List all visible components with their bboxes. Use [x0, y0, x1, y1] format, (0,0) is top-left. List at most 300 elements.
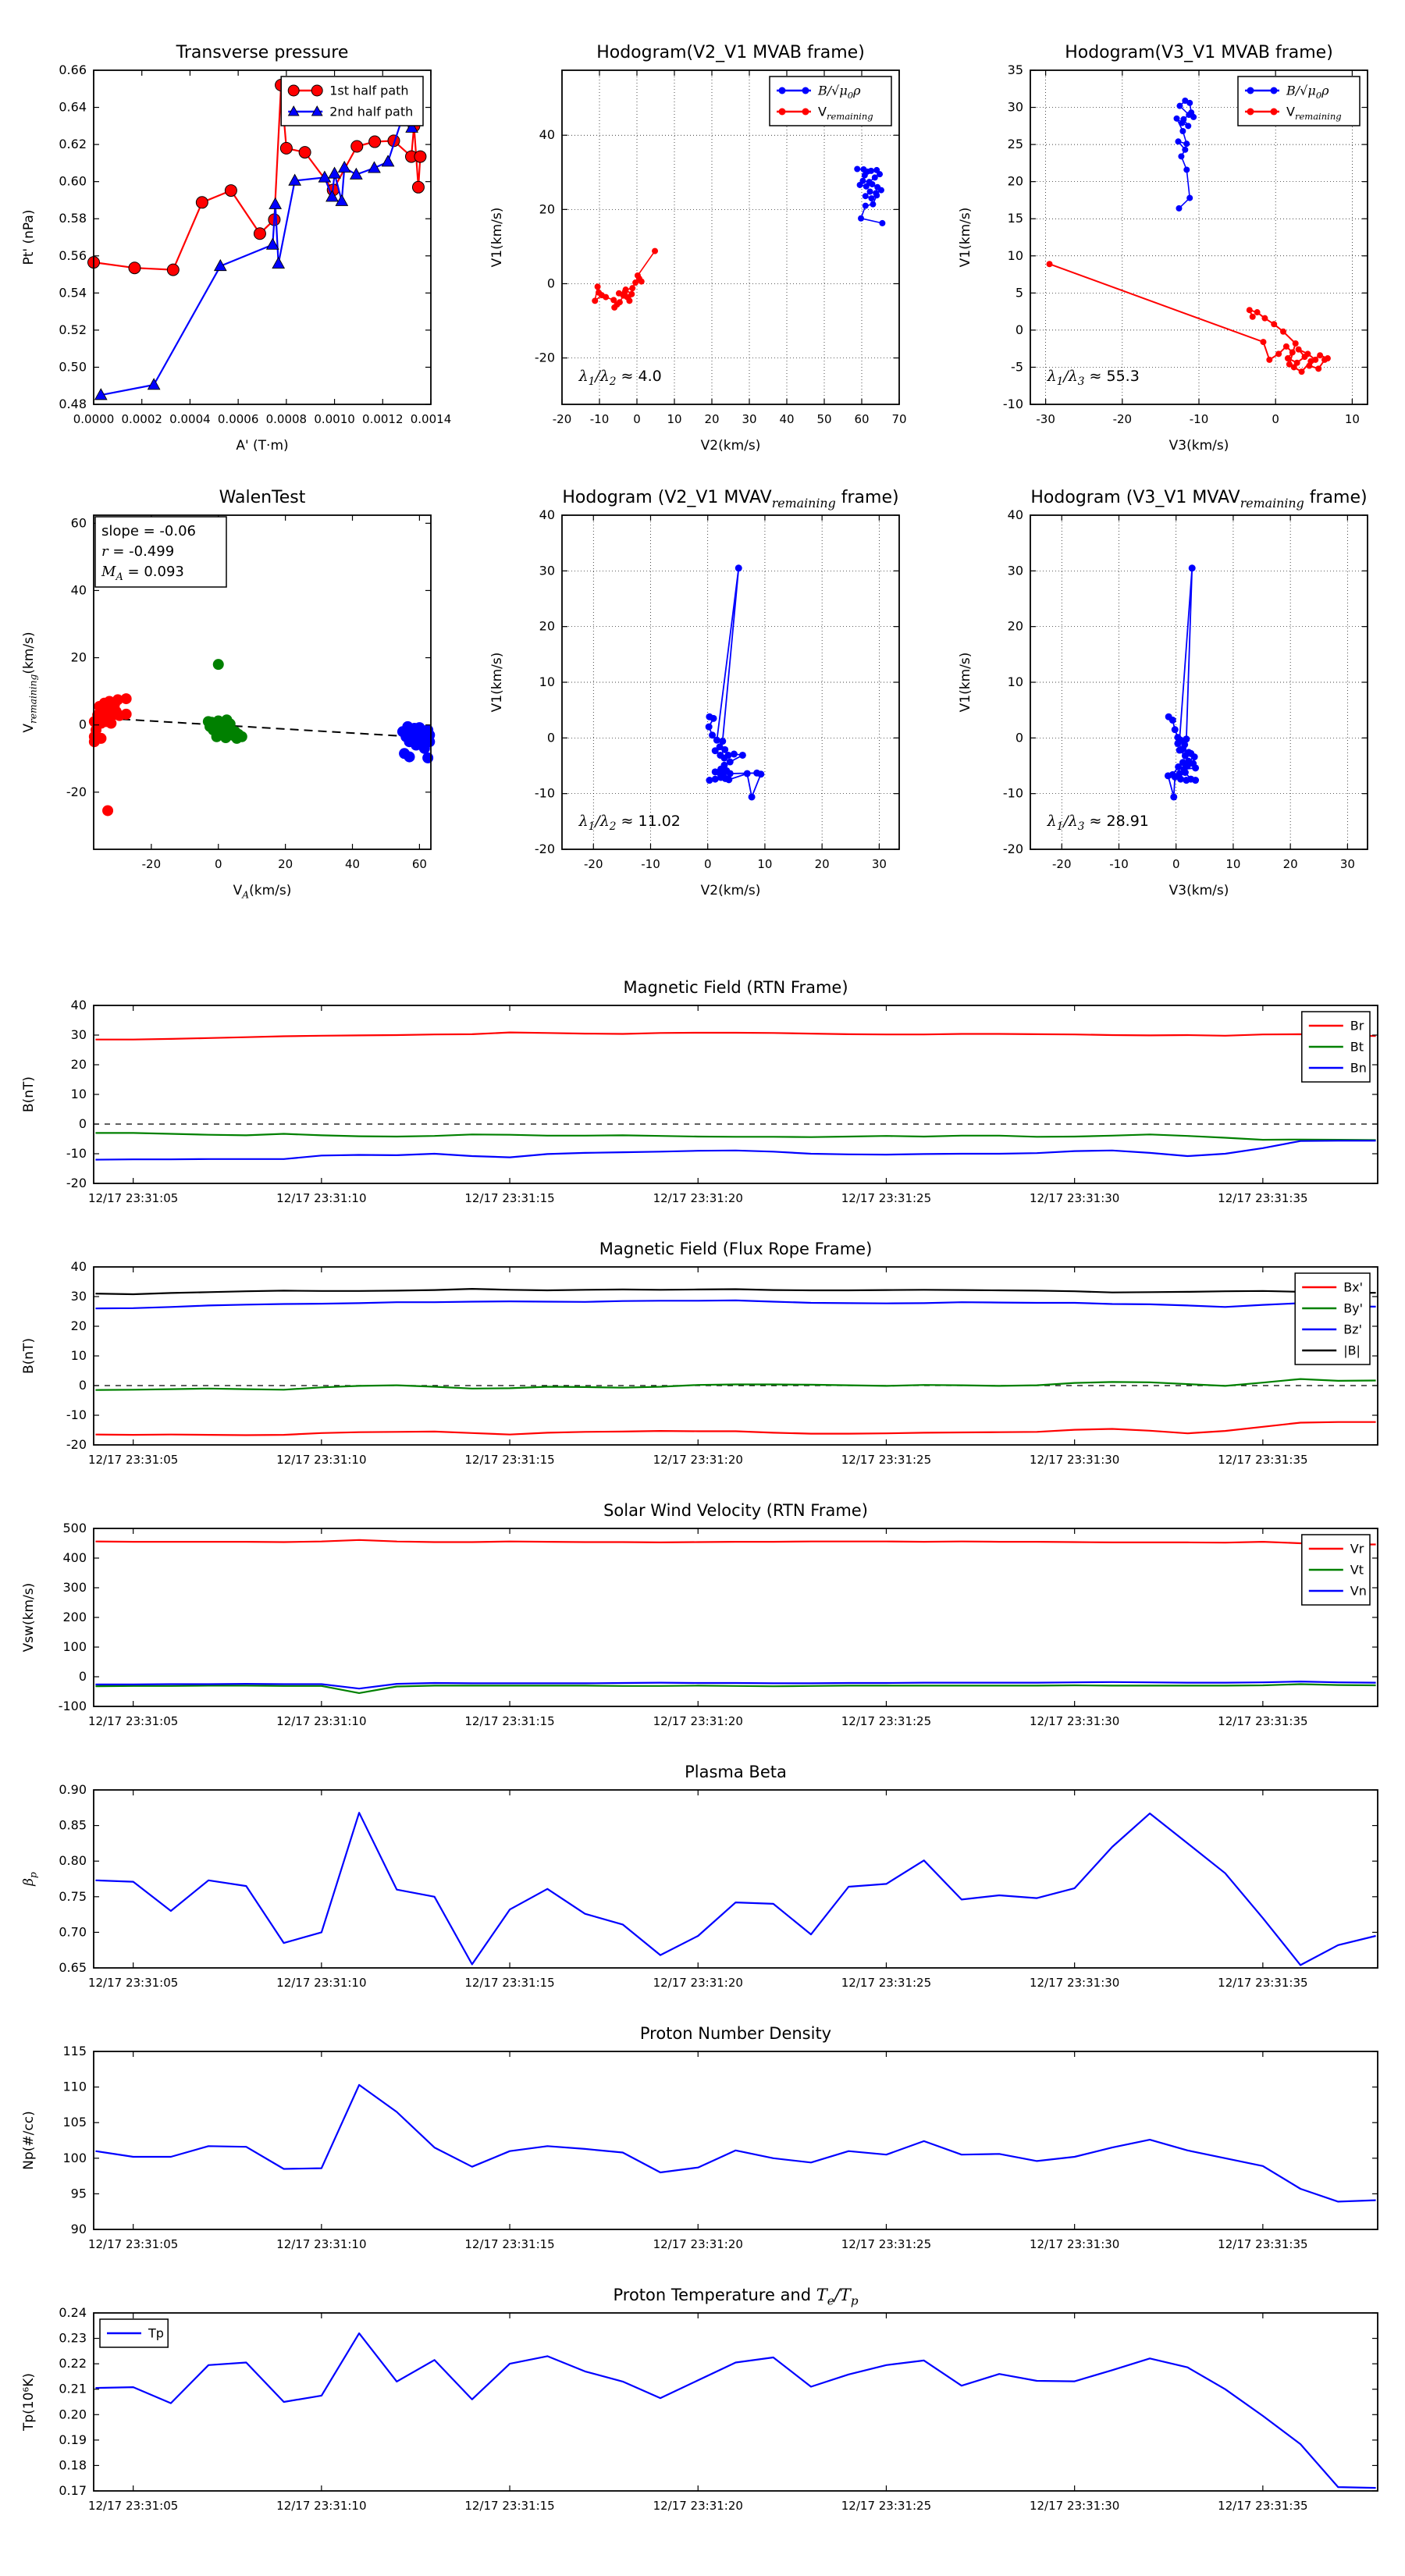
text-segment: 1 [1056, 375, 1064, 389]
y-tick-label [59, 2457, 87, 2472]
x-tick-label [841, 1453, 931, 1467]
dot-marker [867, 189, 873, 195]
text-segment: Bz' [1343, 1322, 1362, 1337]
chart-hodogram-v3v1-mvab [937, 20, 1405, 464]
dot-marker [424, 730, 435, 741]
y-tick-label [1008, 563, 1023, 578]
text-segment: 0.90 [59, 1782, 87, 1797]
text-segment: -20 [534, 841, 555, 856]
dot-marker [878, 187, 884, 194]
dot-marker [706, 724, 713, 731]
y-tick-label [59, 322, 87, 337]
dot-marker [1289, 349, 1296, 355]
text-segment: V1(km/s) [489, 652, 505, 713]
text-segment: 0.0012 [362, 412, 404, 426]
chart-hodogram-v3v1-mvav [937, 464, 1405, 909]
x-tick-label [1218, 1976, 1307, 1990]
circle-marker [254, 228, 265, 240]
text-segment: 30 [1007, 99, 1023, 115]
y-axis-label [489, 653, 505, 713]
dot-marker [1182, 147, 1188, 153]
text-segment: -10 [66, 1146, 87, 1161]
text-segment: V [818, 104, 827, 119]
text-segment: Vn [1350, 1583, 1367, 1599]
text-segment: 0.66 [59, 62, 87, 77]
text-segment: 0.60 [59, 173, 87, 189]
x-tick-label [553, 412, 572, 426]
dot-marker [617, 299, 623, 305]
circle-marker [351, 141, 363, 152]
text-segment: -10 [66, 1407, 87, 1422]
x-tick-label [345, 857, 360, 871]
text-segment: 12/17 23:31:35 [1218, 2237, 1308, 2251]
x-tick-label [1272, 412, 1279, 426]
text-segment: -20 [1112, 412, 1133, 426]
text-segment: 30 [70, 1289, 87, 1304]
chart-canvas-proton_temp [0, 2266, 1405, 2528]
text-segment: 0 [633, 412, 641, 426]
y-tick-label [71, 1318, 87, 1333]
dot-marker [592, 297, 598, 304]
text-segment: B(nT) [21, 1337, 37, 1375]
text-segment: 12/17 23:31:15 [464, 1714, 555, 1728]
text-segment: -20 [584, 857, 603, 871]
text-segment: 10 [667, 412, 682, 426]
y-tick-label [62, 1521, 87, 1535]
chart-canvas-hodogram_v3v1_mvab [937, 20, 1405, 461]
text-segment: Hodogram (V2_V1 MVAV [562, 488, 772, 507]
dot-marker [863, 203, 869, 209]
text-segment: 500 [62, 1521, 87, 1535]
chart-plasma-beta [0, 1743, 1405, 2008]
y-tick-label [71, 998, 87, 1012]
y-tick-label [1008, 174, 1023, 189]
x-tick-label [464, 1191, 554, 1205]
chart-solar-wind-velocity [0, 1482, 1405, 1746]
text-segment: Hodogram(V3_V1 MVAB frame) [1065, 43, 1333, 62]
text-segment: 70 [891, 412, 907, 426]
dot-marker [1183, 166, 1190, 173]
text-segment: 12/17 23:31:05 [87, 1191, 179, 1205]
x-tick-label [872, 857, 887, 871]
text-segment: Hodogram(V2_V1 MVAB frame) [596, 43, 865, 62]
x-tick-label [88, 2499, 178, 2513]
x-tick-label [667, 412, 681, 426]
x-tick-label [1218, 2499, 1307, 2513]
dot-marker [1186, 195, 1193, 201]
plot-area [94, 1790, 1378, 1968]
text-segment: 30 [742, 412, 757, 426]
circle-marker [129, 262, 140, 274]
text-segment: 0.17 [59, 2483, 87, 2498]
text-segment: 12/17 23:31:35 [1218, 2499, 1308, 2513]
text-segment: 10 [757, 857, 773, 871]
text-segment: 12/17 23:31:25 [841, 1191, 932, 1205]
info-box-line [101, 523, 196, 539]
text-segment: 3 [1077, 820, 1085, 834]
text-segment: 0 [1272, 412, 1279, 426]
dot-marker [712, 768, 719, 775]
x-tick-label [464, 1976, 554, 1990]
dot-marker [404, 752, 415, 763]
y-tick-label [1003, 786, 1023, 801]
dot-marker [595, 283, 601, 290]
text-segment: 0 [546, 730, 555, 745]
text-segment: 10 [1007, 247, 1023, 263]
text-segment: 10 [539, 674, 555, 689]
text-segment: λ [1047, 368, 1057, 386]
text-segment: By' [1343, 1300, 1364, 1316]
x-tick-label [276, 2499, 366, 2513]
text-segment: 12/17 23:31:05 [87, 2237, 179, 2251]
text-segment: -20 [141, 857, 162, 871]
dot-marker [1261, 315, 1268, 322]
dot-marker [1254, 309, 1261, 315]
text-segment: 1st half path [329, 83, 409, 98]
text-segment: 20 [70, 1057, 87, 1072]
text-segment: 0.0002 [121, 412, 162, 426]
text-segment: Pt' (nPa) [21, 209, 37, 265]
text-segment: 25 [1007, 137, 1023, 152]
text-segment: -10 [641, 857, 660, 871]
dot-marker [1183, 141, 1190, 147]
text-segment: 3 [1077, 375, 1085, 389]
text-segment: 0.58 [59, 211, 87, 226]
text-segment: slope = -0.06 [101, 523, 196, 539]
text-segment: -20 [552, 412, 572, 426]
x-tick-label [362, 412, 404, 426]
y-tick-label [535, 786, 555, 801]
dot-marker [623, 286, 629, 293]
y-tick-label [62, 1580, 87, 1595]
x-tick-label [653, 1976, 743, 1990]
text-segment: Tp [148, 2325, 164, 2341]
y-axis-label [21, 2111, 37, 2169]
x-tick-label [1030, 1191, 1119, 1205]
y-tick-label [59, 2407, 87, 2421]
x-tick-label [1225, 857, 1240, 871]
x-axis-label [701, 438, 761, 454]
y-tick-label [1003, 841, 1023, 856]
x-tick-label [841, 2499, 931, 2513]
dot-marker [872, 174, 878, 180]
text-segment: 12/17 23:31:25 [841, 1453, 932, 1467]
text-segment: 10 [70, 1348, 87, 1363]
dot-marker [1176, 103, 1183, 109]
y-tick-label [66, 1146, 87, 1161]
text-segment: V [1286, 104, 1295, 119]
text-segment: 40 [70, 582, 87, 598]
x-tick-label [841, 1714, 931, 1728]
dot-marker [1307, 358, 1314, 365]
legend-label [1350, 1542, 1364, 1557]
dot-marker [1247, 87, 1254, 94]
x-tick-label [584, 857, 603, 871]
dot-marker [1189, 564, 1196, 571]
dot-marker [1174, 740, 1181, 747]
text-segment: 2nd half path [329, 104, 414, 119]
dot-marker [1296, 347, 1302, 353]
dot-marker [638, 279, 645, 285]
dot-marker [1186, 100, 1193, 106]
y-tick-label [59, 248, 87, 263]
text-segment: B/√μ [818, 83, 848, 98]
x-tick-label [276, 1191, 366, 1205]
chart-canvas-walen_test [0, 464, 468, 906]
dot-marker [121, 709, 132, 720]
text-segment: 0.24 [59, 2305, 87, 2320]
x-tick-label [1190, 412, 1209, 426]
y-axis-label [21, 1583, 37, 1653]
text-segment: 12/17 23:31:35 [1218, 1191, 1308, 1205]
dot-marker [1275, 350, 1282, 357]
dot-marker [422, 753, 433, 763]
y-tick-label [1008, 137, 1023, 151]
text-segment: 0.22 [59, 2356, 87, 2371]
x-tick-label [1340, 857, 1355, 871]
circle-marker [196, 197, 208, 208]
chart-title [596, 43, 865, 62]
chart-title [1065, 43, 1333, 62]
y-axis-label [21, 1338, 37, 1374]
dot-marker [1325, 355, 1331, 361]
x-tick-label [276, 1976, 366, 1990]
text-segment: 0.70 [59, 1924, 87, 1940]
x-tick-label [464, 1453, 554, 1467]
chart-canvas-hodogram_v2v1_mvab [468, 20, 937, 461]
text-segment: ≈ 11.02 [616, 813, 681, 831]
y-tick-label [62, 2151, 87, 2165]
dot-marker [121, 693, 132, 704]
x-axis-label [233, 883, 292, 901]
y-axis-label [21, 210, 37, 265]
x-axis-label [236, 438, 288, 454]
dot-marker [611, 304, 617, 311]
text-segment: V2(km/s) [700, 438, 761, 454]
text-segment: -5 [1011, 359, 1023, 375]
y-tick-label [59, 1699, 87, 1713]
text-segment: 12/17 23:31:20 [653, 1453, 743, 1467]
text-segment: 0 [546, 276, 555, 291]
circle-marker [280, 142, 292, 154]
text-segment: V [233, 883, 243, 898]
x-tick-label [633, 412, 641, 426]
x-tick-label [88, 1976, 178, 1990]
y-tick-label [1016, 730, 1023, 745]
x-tick-label [1345, 412, 1360, 426]
legend-label [329, 105, 413, 119]
chart-canvas-plasma_beta [0, 1743, 1405, 2005]
dot-marker [1178, 153, 1184, 159]
x-tick-label [1283, 857, 1298, 871]
text-segment: 20 [1007, 618, 1023, 634]
y-tick-label [1008, 211, 1023, 226]
text-segment: 30 [871, 857, 887, 871]
y-tick-label [539, 507, 555, 522]
y-tick-label [59, 100, 87, 115]
legend-label [1286, 84, 1329, 101]
dot-marker [725, 776, 732, 783]
circle-marker [369, 136, 381, 148]
dot-marker [1182, 769, 1189, 776]
text-segment: 0 [847, 89, 854, 101]
dot-marker [868, 168, 874, 174]
y-tick-label [539, 563, 555, 578]
text-segment: Vsw(km/s) [21, 1582, 37, 1653]
y-tick-label [535, 841, 555, 856]
text-segment: 60 [411, 857, 427, 871]
y-tick-label [539, 674, 555, 689]
text-segment: 12/17 23:31:25 [841, 1976, 932, 1990]
text-segment: -20 [1002, 841, 1023, 856]
dot-marker [1190, 114, 1197, 120]
text-segment: 12/17 23:31:25 [841, 1714, 932, 1728]
text-segment: V [21, 724, 37, 733]
dot-marker [237, 731, 247, 742]
text-segment: 0 [214, 857, 222, 871]
text-segment: B(nT) [21, 1076, 37, 1113]
y-tick-label [59, 1818, 87, 1833]
text-segment: (km/s) [21, 632, 37, 674]
text-segment: 0 [78, 1378, 87, 1393]
chart-title [603, 1501, 868, 1520]
chart-title [623, 978, 848, 997]
text-segment: B/√μ [1286, 83, 1316, 98]
dot-marker [857, 182, 863, 188]
legend-label [1343, 1301, 1363, 1316]
dot-marker [652, 248, 658, 254]
y-tick-label [79, 1116, 87, 1131]
x-tick-label [841, 1976, 931, 1990]
text-segment: V1(km/s) [958, 207, 973, 268]
x-tick-label [1109, 857, 1129, 871]
text-segment: 12/17 23:31:15 [464, 2499, 555, 2513]
y-tick-label [66, 785, 87, 799]
chart-walen-test [0, 464, 468, 909]
text-segment: /λ [595, 813, 610, 831]
text-segment: Np(#/cc) [21, 2111, 37, 2170]
text-segment: 20 [539, 201, 555, 217]
chart-hodogram-v2v1-mvab [468, 20, 937, 464]
y-tick-label [539, 127, 555, 142]
legend-label [817, 84, 861, 101]
y-tick-label [71, 515, 87, 530]
dot-marker [1247, 109, 1254, 116]
plot-area [94, 2051, 1378, 2229]
dot-marker [1185, 123, 1191, 129]
text-segment: 12/17 23:31:30 [1029, 1191, 1120, 1205]
text-segment: 0.54 [59, 285, 87, 301]
circle-marker [167, 264, 179, 276]
text-segment: 12/17 23:31:30 [1029, 1976, 1120, 1990]
chart-title [176, 43, 349, 62]
y-tick-label [66, 1407, 87, 1422]
text-segment: 20 [814, 857, 830, 871]
dot-marker [629, 285, 635, 291]
text-segment: 20 [278, 857, 293, 871]
y-tick-label [71, 1259, 87, 1274]
x-tick-label [464, 2499, 554, 2513]
text-segment: 0 [78, 1116, 87, 1131]
text-segment: 0.0006 [217, 412, 259, 426]
chart-title [613, 2286, 858, 2308]
text-segment: 0.80 [59, 1853, 87, 1869]
y-tick-label [59, 359, 87, 374]
x-tick-label [1218, 1191, 1307, 1205]
text-segment: 40 [539, 127, 555, 143]
text-segment: 12/17 23:31:25 [841, 2237, 932, 2251]
info-box-line [101, 543, 174, 560]
dot-marker [220, 732, 231, 743]
text-segment: 12/17 23:31:30 [1029, 2499, 1120, 2513]
text-segment: 40 [70, 1259, 87, 1274]
x-tick-label [88, 2237, 178, 2251]
y-tick-label [59, 2382, 87, 2396]
x-tick-label [73, 412, 115, 426]
y-tick-label [59, 62, 87, 77]
chart-title [1030, 488, 1367, 511]
text-segment: 0 [1015, 322, 1023, 337]
text-segment: 30 [1007, 563, 1023, 578]
text-segment: Br [1350, 1018, 1364, 1034]
text-segment: 0.64 [59, 99, 87, 115]
y-tick-label [79, 1378, 87, 1393]
x-tick-label [142, 857, 162, 871]
text-segment: Proton Temperature and [613, 2286, 816, 2304]
text-segment: 30 [539, 563, 555, 578]
text-segment: 1 [588, 375, 596, 389]
x-tick-label [653, 2237, 743, 2251]
dot-marker [1247, 307, 1253, 313]
text-segment: (km/s) [249, 883, 292, 898]
text-segment: V1(km/s) [958, 652, 973, 713]
text-segment: p [27, 1872, 39, 1879]
text-segment: 12/17 23:31:30 [1029, 2237, 1120, 2251]
legend-label [1343, 1322, 1362, 1337]
y-tick-label [59, 1924, 87, 1939]
dot-marker [735, 564, 742, 571]
x-tick-label [653, 2499, 743, 2513]
text-segment: ρ [1321, 83, 1329, 98]
x-tick-label [653, 1453, 743, 1467]
x-axis-label [1169, 883, 1229, 898]
text-segment: -20 [66, 1437, 87, 1452]
x-tick-label [854, 412, 869, 426]
chart-canvas-hodogram_v2v1_mvav [468, 464, 937, 906]
text-segment: 1 [1056, 820, 1064, 834]
dot-marker [1271, 109, 1278, 116]
dot-marker [869, 181, 875, 187]
x-tick-label [169, 412, 211, 426]
dot-marker [635, 272, 641, 279]
x-tick-label [816, 412, 831, 426]
y-tick-label [71, 1087, 87, 1101]
x-axis-label [701, 883, 761, 898]
text-segment: 0.52 [59, 322, 87, 337]
y-tick-label [66, 1437, 87, 1452]
text-segment: Bx' [1343, 1279, 1364, 1295]
x-tick-label [276, 2237, 366, 2251]
text-segment: 2 [609, 375, 617, 389]
text-segment: 0 [703, 857, 712, 871]
chart-title [562, 488, 898, 511]
y-tick-label [1008, 100, 1023, 115]
text-segment: 0 [78, 1669, 87, 1684]
dot-marker [628, 291, 635, 297]
text-segment: -100 [58, 1699, 87, 1713]
circle-marker [299, 147, 311, 158]
x-tick-label [815, 857, 830, 871]
